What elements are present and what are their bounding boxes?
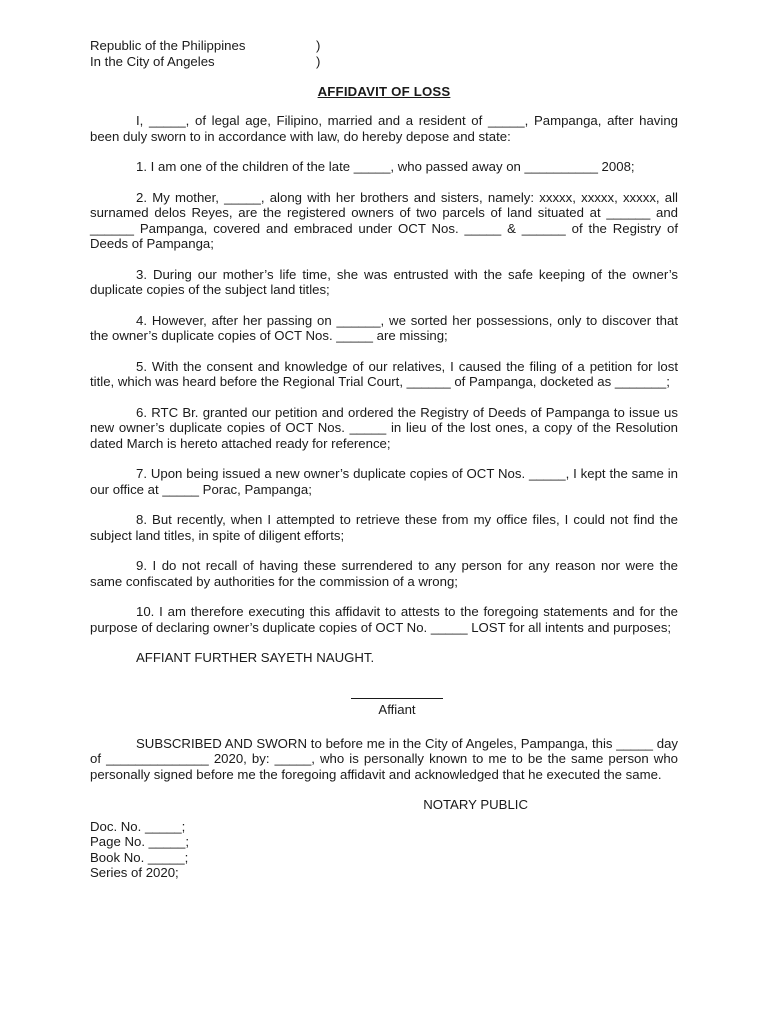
series-year: Series of 2020; — [90, 865, 179, 880]
affiant-label: Affiant — [378, 702, 416, 717]
venue-line-city — [90, 54, 678, 70]
venue-republic-text: Republic of the Philippines — [90, 38, 246, 53]
statement-paragraph-1: 1. I am one of the children of the late _____, who passed away on __________ 2008; — [136, 159, 635, 174]
affiant-signature-block — [90, 684, 678, 718]
statement-paragraph-8: 8. But recently, when I attempted to retrieve these from my office files, I could not find the subject land titles, in spite of diligent efforts; — [90, 512, 678, 543]
statement-paragraph-3: 3. During our mother’s life time, she was entrusted with the safe keeping of the owner’s duplicate copies of the subject land titles; — [90, 266, 678, 297]
notary-public-label: NOTARY PUBLIC — [423, 797, 528, 812]
signature-line — [351, 684, 443, 699]
statement-paragraph-5: 5. With the consent and knowledge of our relatives, I caused the filing of a petition for lost title, which was heard before the Regional Trial Court, ______ of Pampanga, docketed as _______; — [90, 358, 678, 389]
doc-number: Doc. No. _____; — [90, 818, 186, 834]
page-number: Page No. _____; — [90, 834, 189, 849]
statement-paragraph-6: 6. RTC Br. granted our petition and ordered the Registry of Deeds of Pampanga to issue us new owner’s duplicate copies of OCT Nos. _____ in lieu of the lost ones, a copy of the Resolution dated March is hereto attached ready for reference; — [90, 404, 678, 451]
venue-caption — [90, 38, 678, 69]
venue-paren: ) — [316, 53, 321, 69]
closing-statement: AFFIANT FURTHER SAYETH NAUGHT. — [136, 650, 375, 665]
venue-paren: ) — [316, 38, 321, 53]
venue-city-text: In the City of Angeles — [90, 53, 215, 69]
statement-paragraph-7: 7. Upon being issued a new owner’s duplicate copies of OCT Nos. _____, I kept the same in our office at _____ Porac, Pampanga; — [90, 466, 678, 497]
venue-line-republic — [90, 38, 678, 54]
statement-paragraph-10: 10. I am therefore executing this affidavit to attests to the foregoing statements and for the purpose of declaring owner’s duplicate copies of OCT No. _____ LOST for all intents and purposes; — [90, 604, 678, 635]
affidavit-page — [90, 38, 678, 881]
document-title: AFFIDAVIT OF LOSS — [317, 84, 451, 99]
intro-paragraph: I, _____, of legal age, Filipino, married and a resident of _____, Pampanga, after having been duly sworn to in accordance with law, do hereby depose and state: — [90, 113, 678, 144]
statement-paragraph-4: 4. However, after her passing on ______, we sorted her possessions, only to discover that the owner’s duplicate copies of OCT Nos. _____ are missing; — [90, 312, 678, 343]
book-number: Book No. _____; — [90, 849, 189, 865]
statement-paragraph-9: 9. I do not recall of having these surrendered to any person for any reason nor were the same confiscated by authorities for the commission of a wrong; — [90, 558, 678, 589]
jurat-paragraph: SUBSCRIBED AND SWORN to before me in the City of Angeles, Pampanga, this _____ day of ______________ 2020, by: _____, who is personally known to me to be the same person who personally signed before me the foregoing affidavit and acknowledged that he executed the same. — [90, 735, 678, 782]
notarial-register — [90, 819, 678, 881]
statement-paragraph-2: 2. My mother, _____, along with her brothers and sisters, namely: xxxxx, xxxxx, xxxxx, all surnamed delos Reyes, are the registered owners of two parcels of land situated at ______ and ______ Pampanga, covered and embraced under OCT Nos. _____ & ______ of the Registry of Deeds of Pampanga; — [90, 189, 678, 251]
